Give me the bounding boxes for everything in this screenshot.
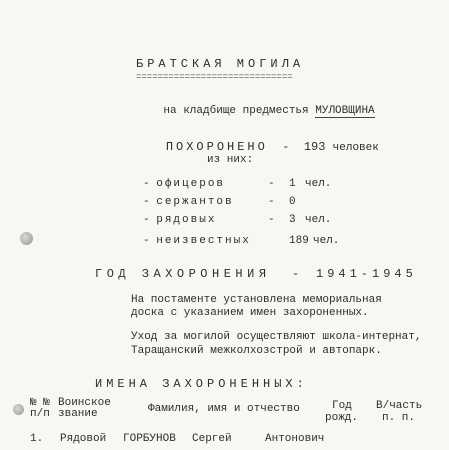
table-row-num: 1.	[30, 433, 44, 445]
burial-year-label: ГОД ЗАХОРОНЕНИЯ	[95, 267, 271, 281]
table-row-surname: ГОРБУНОВ	[123, 433, 176, 445]
care-line-2: Таращанский межколхозстрой и автопарк.	[131, 345, 382, 357]
breakdown-row-officers	[143, 178, 225, 191]
monument-line-2: доска с указанием имен захороненных.	[131, 307, 369, 319]
breakdown-row-sergeants	[143, 196, 234, 209]
punch-hole-bottom	[13, 404, 24, 415]
breakdown-dash: -	[143, 178, 150, 190]
breakdown-row-privates	[143, 214, 216, 227]
buried-dash: -	[282, 140, 290, 154]
col-unit-2: п. п.	[382, 412, 416, 424]
punch-hole-top	[20, 232, 33, 245]
buried-label: ПОХОРОНЕНО	[165, 140, 268, 154]
care-line-1: Уход за могилой осуществляют школа-интернат,	[131, 331, 422, 343]
names-heading: ИМЕНА ЗАХОРОНЕННЫХ:	[95, 377, 308, 391]
burial-years: 1941-1945	[316, 267, 417, 281]
col-year-2: рожд.	[325, 412, 359, 424]
breakdown-unit-privates: чел.	[305, 214, 332, 226]
breakdown-dash: -	[143, 235, 150, 247]
col-rank-1: Воинское	[58, 397, 111, 409]
table-row-first: Сергей	[192, 433, 232, 445]
breakdown-unit-officers: чел.	[305, 178, 332, 190]
document-title: БРАТСКАЯ МОГИЛА	[136, 57, 305, 71]
of-them: из них:	[207, 154, 254, 166]
breakdown-row-unknown	[143, 235, 251, 248]
breakdown-value-unknown: 189	[289, 235, 309, 247]
location-line	[137, 92, 375, 131]
buried-line	[137, 128, 379, 168]
breakdown-sep-privates: -	[268, 214, 275, 226]
burial-year-dash: -	[292, 267, 300, 281]
buried-count: 193	[303, 140, 326, 154]
table-row-patronymic: Антонович	[265, 433, 325, 445]
buried-unit: человек	[332, 142, 379, 154]
breakdown-dash: -	[143, 214, 150, 226]
breakdown-label: офицеров	[156, 178, 226, 190]
col-year-1: Год	[332, 400, 352, 412]
col-name: Фамилия, имя и отчество	[148, 403, 300, 415]
location-name: МУЛОВЩИНА	[315, 105, 375, 117]
col-num-2: п/п	[30, 408, 50, 420]
breakdown-dash: -	[143, 196, 150, 208]
breakdown-sep-sergeants: -	[268, 196, 275, 208]
breakdown-value-sergeants: 0	[289, 196, 296, 208]
breakdown-unit-unknown: чел.	[313, 235, 340, 247]
breakdown-value-privates: 3	[289, 214, 296, 226]
breakdown-label: неизвестных	[156, 235, 251, 247]
location-text: на кладбище предместья	[163, 105, 309, 117]
table-row-rank: Рядовой	[60, 433, 107, 445]
breakdown-value-officers: 1	[289, 178, 296, 190]
breakdown-label: сержантов	[156, 196, 234, 208]
title-rule: =============================	[136, 72, 293, 82]
breakdown-label: рядовых	[156, 214, 217, 226]
monument-line-1: На постаменте установлена мемориальная	[131, 294, 382, 306]
col-rank-2: звание	[58, 408, 98, 420]
col-num-1: № №	[30, 397, 50, 409]
breakdown-sep-officers: -	[268, 178, 275, 190]
col-unit-1: В/часть	[376, 400, 423, 412]
